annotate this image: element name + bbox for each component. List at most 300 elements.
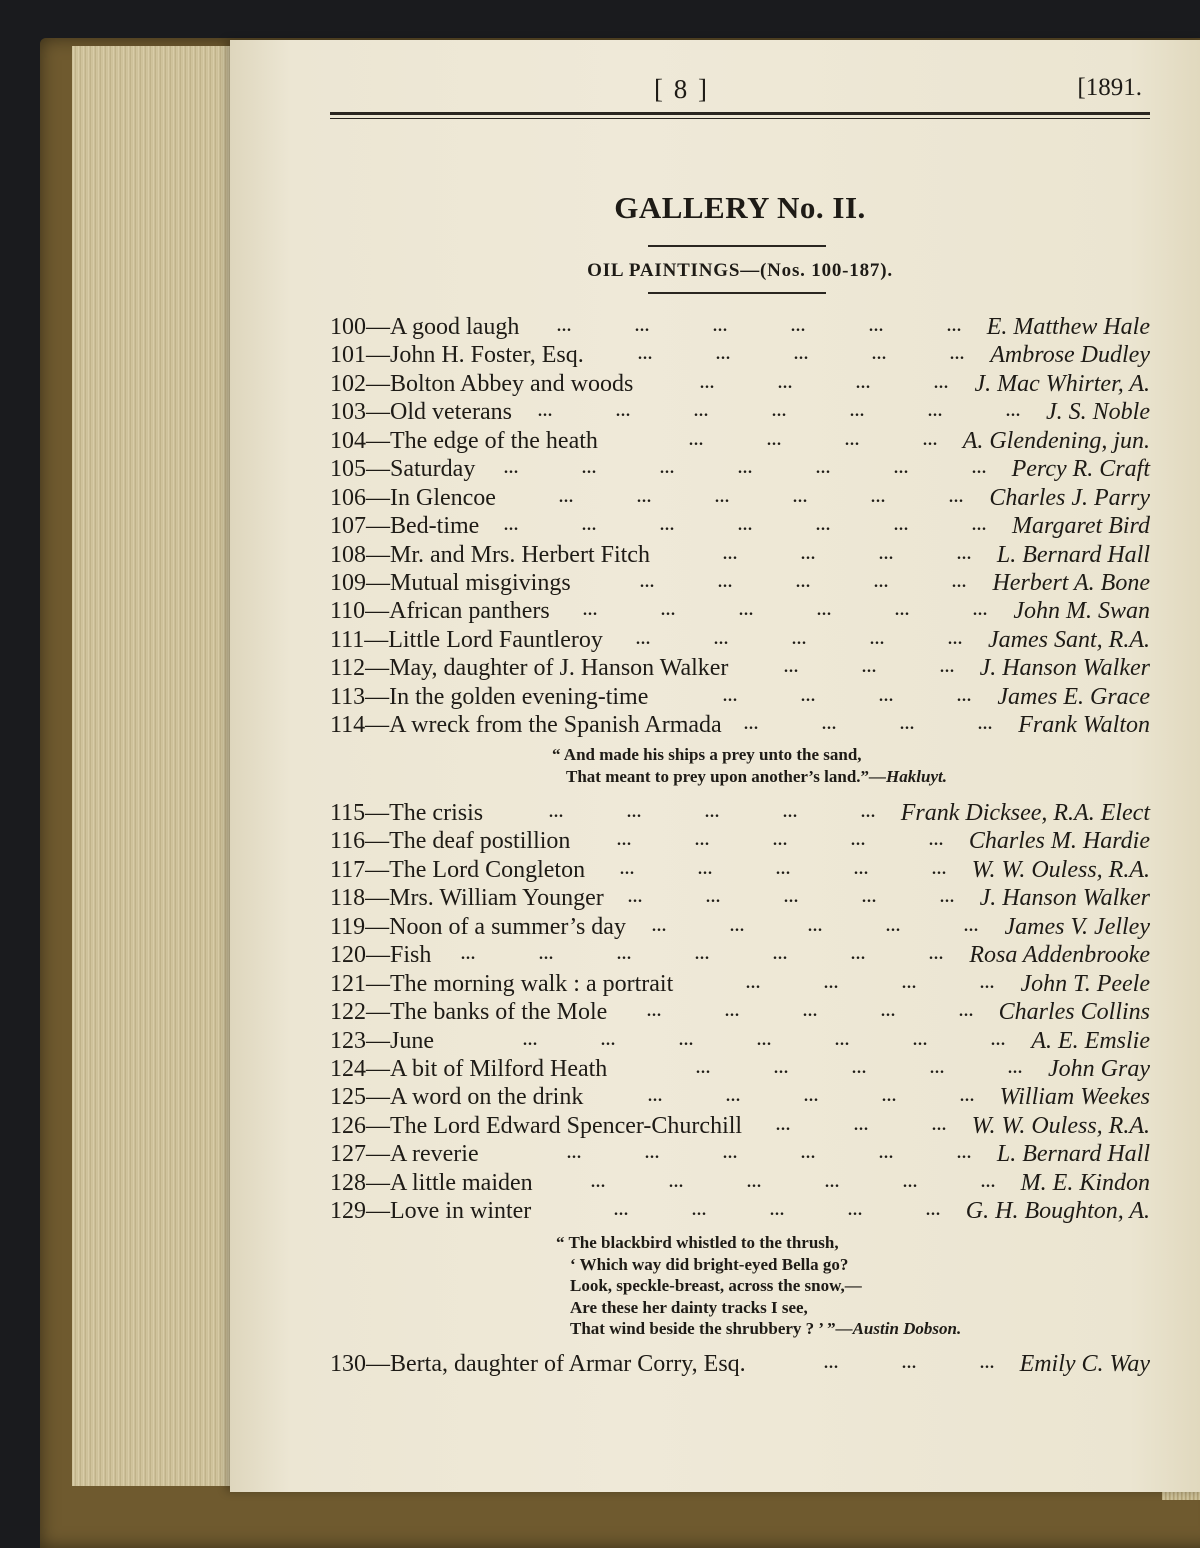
leader-dots: ... bbox=[822, 716, 837, 734]
leader-dots: ... bbox=[628, 889, 643, 907]
leader-dots: ... bbox=[660, 517, 675, 535]
leader-dots: ... bbox=[856, 374, 871, 392]
leader-dots: ... bbox=[801, 545, 816, 563]
entry-number: 116 bbox=[330, 828, 366, 855]
entry-number: 106 bbox=[330, 484, 366, 511]
quote-dobson bbox=[556, 1232, 961, 1340]
leader-dots: ... bbox=[1008, 1059, 1023, 1077]
leader-dots: ... bbox=[981, 1173, 996, 1191]
leader-dots: ... bbox=[980, 1355, 995, 1372]
entry-artist: Herbert A. Bone bbox=[992, 569, 1150, 596]
entry-number: 113 bbox=[330, 683, 366, 710]
entry-artist: W. W. Ouless, R.A. bbox=[971, 1112, 1150, 1139]
leader-dots: ... bbox=[716, 346, 731, 364]
entry-number: 124 bbox=[330, 1055, 366, 1082]
quote-text: “ And made his ships a prey unto the sand, bbox=[552, 745, 862, 764]
entry-dash: — bbox=[366, 541, 390, 568]
leader-dots: ... bbox=[461, 946, 476, 964]
leader-dots: ... bbox=[773, 832, 788, 850]
entry-title: May, daughter of J. Hanson Walker bbox=[389, 655, 729, 682]
leader-dots: ... bbox=[980, 974, 995, 992]
leader-dots: ... bbox=[879, 687, 894, 705]
entry-number: 126 bbox=[330, 1112, 366, 1139]
entry-number-title bbox=[330, 1140, 479, 1168]
leader-dots: ... bbox=[825, 1173, 840, 1191]
leader-dots: ... bbox=[794, 346, 809, 364]
catalogue-entry bbox=[330, 597, 1150, 625]
catalogue-entry bbox=[330, 1083, 1150, 1111]
entry-dash: — bbox=[365, 856, 390, 883]
entry-title: A reverie bbox=[390, 1141, 479, 1168]
entry-title: John H. Foster, Esq. bbox=[390, 342, 584, 369]
entry-artist: Charles J. Parry bbox=[989, 484, 1150, 511]
leader-dots: ... bbox=[948, 630, 963, 648]
quote-attribution: —Austin Dobson. bbox=[835, 1319, 962, 1338]
leader-dots: ... bbox=[894, 517, 909, 535]
catalogue-entry bbox=[330, 541, 1150, 569]
entry-dash: — bbox=[366, 1351, 390, 1377]
catalogue-entry bbox=[330, 512, 1150, 540]
leader-dots: ... bbox=[725, 1003, 740, 1021]
entry-number: 127 bbox=[330, 1141, 366, 1168]
entry-artist: John M. Swan bbox=[1013, 598, 1150, 625]
quote-line bbox=[552, 744, 947, 766]
entry-number: 117 bbox=[330, 856, 366, 883]
catalogue-entry bbox=[330, 1169, 1150, 1197]
entry-number-title bbox=[330, 799, 483, 827]
leader-dots: ... bbox=[870, 630, 885, 648]
entry-artist: Ambrose Dudley bbox=[990, 342, 1150, 369]
entry-number: 114 bbox=[330, 712, 366, 739]
entry-artist: William Weekes bbox=[999, 1084, 1150, 1111]
entry-number-title bbox=[330, 370, 633, 398]
running-header bbox=[330, 70, 1150, 110]
entry-number-title bbox=[330, 455, 475, 483]
entry-title: The morning walk : a portrait bbox=[390, 970, 674, 997]
entry-dash: — bbox=[366, 999, 390, 1026]
entry-artist: Charles Collins bbox=[998, 999, 1150, 1026]
entry-number-title bbox=[330, 341, 584, 369]
entry-number-title bbox=[330, 427, 598, 455]
header-rule bbox=[330, 112, 1150, 115]
entry-artist: James Sant, R.A. bbox=[988, 626, 1150, 653]
entry-number-title bbox=[330, 1197, 531, 1225]
leader-dots: ... bbox=[559, 488, 574, 506]
leader-dots: ... bbox=[929, 832, 944, 850]
entry-number-title bbox=[330, 541, 650, 569]
quote-line bbox=[556, 1297, 961, 1319]
quote-attribution: —Hakluyt. bbox=[869, 766, 947, 786]
leader-dots: ... bbox=[591, 1173, 606, 1191]
entry-number: 100 bbox=[330, 314, 366, 340]
leader-dots: ... bbox=[957, 545, 972, 563]
leader-dots: ... bbox=[718, 573, 733, 591]
leader-dots: ... bbox=[902, 1355, 917, 1372]
entry-title: A little maiden bbox=[390, 1169, 533, 1196]
page-edges bbox=[72, 46, 242, 1486]
leader-dots: ... bbox=[881, 1003, 896, 1021]
entry-number-title bbox=[330, 597, 550, 625]
gallery-title: GALLERY No. II. bbox=[614, 190, 866, 225]
entry-dash: — bbox=[366, 970, 390, 997]
leader-dots: ... bbox=[903, 1173, 918, 1191]
entry-number: 107 bbox=[330, 513, 366, 540]
leader-dots: ... bbox=[913, 1031, 928, 1049]
leader-dots: ... bbox=[940, 889, 955, 907]
leader-dots: ... bbox=[784, 889, 799, 907]
leader-dots: ... bbox=[940, 659, 955, 677]
entry-title: The deaf postillion bbox=[389, 828, 571, 855]
leader-dots: ... bbox=[698, 860, 713, 878]
leader-dots: ... bbox=[730, 917, 745, 935]
catalogue-entry bbox=[330, 484, 1150, 512]
leader-dots: ... bbox=[862, 659, 877, 677]
catalogue-entry bbox=[330, 569, 1150, 597]
leader-dots: ... bbox=[770, 1202, 785, 1220]
leader-dots: ... bbox=[504, 517, 519, 535]
entry-number: 111 bbox=[330, 626, 365, 653]
entry-title: A good laugh bbox=[390, 314, 520, 340]
entry-dash: — bbox=[366, 1141, 390, 1168]
entry-dash: — bbox=[365, 712, 390, 739]
quote-text: ‘ Which way did bright-eyed Bella go? bbox=[570, 1254, 849, 1274]
entry-number-title bbox=[330, 1350, 746, 1378]
quote-hakluyt bbox=[552, 744, 947, 787]
entry-title: A bit of Milford Heath bbox=[390, 1055, 608, 1082]
leader-dots: ... bbox=[835, 1031, 850, 1049]
catalogue-entry bbox=[330, 998, 1150, 1026]
leader-dots: ... bbox=[637, 488, 652, 506]
leader-dots: ... bbox=[932, 860, 947, 878]
entry-number-title bbox=[330, 1083, 583, 1111]
leader-dots: ... bbox=[854, 860, 869, 878]
entry-dash: — bbox=[366, 1169, 390, 1196]
leader-dots: ... bbox=[791, 318, 806, 335]
entry-number-title bbox=[330, 398, 512, 426]
entry-number: 119 bbox=[330, 913, 366, 940]
entry-dash: — bbox=[366, 513, 390, 540]
entry-artist: Frank Dicksee, R.A. Elect bbox=[900, 800, 1150, 826]
entry-title: Old veterans bbox=[390, 399, 512, 426]
leader-dots: ... bbox=[705, 804, 720, 821]
entry-number-title bbox=[330, 1169, 533, 1197]
entry-dash: — bbox=[366, 484, 390, 511]
entry-number: 109 bbox=[330, 569, 366, 596]
leader-dots: ... bbox=[801, 687, 816, 705]
leader-dots: ... bbox=[692, 1202, 707, 1220]
entry-dash: — bbox=[366, 314, 390, 340]
quote-text: That meant to prey upon another’s land.” bbox=[566, 766, 870, 786]
leader-dots: ... bbox=[792, 630, 807, 648]
leader-dots: ... bbox=[926, 1202, 941, 1220]
entry-title: In Glencoe bbox=[390, 484, 496, 511]
entry-number: 121 bbox=[330, 970, 366, 997]
leader-dots: ... bbox=[850, 403, 865, 421]
leader-dots: ... bbox=[767, 431, 782, 449]
entry-artist: John Gray bbox=[1048, 1055, 1150, 1082]
leader-dots: ... bbox=[616, 403, 631, 421]
leader-dots: ... bbox=[824, 974, 839, 992]
leader-dots: ... bbox=[744, 716, 759, 734]
leader-dots: ... bbox=[957, 687, 972, 705]
entry-title: Mrs. William Younger bbox=[389, 885, 604, 912]
entry-number: 105 bbox=[330, 456, 366, 483]
leader-dots: ... bbox=[696, 1059, 711, 1077]
leader-dots: ... bbox=[635, 318, 650, 335]
catalogue-entry bbox=[330, 1140, 1150, 1168]
entry-number-title bbox=[330, 654, 728, 682]
entry-number: 118 bbox=[330, 885, 366, 912]
leader-dots: ... bbox=[862, 889, 877, 907]
entry-number-title bbox=[330, 884, 604, 912]
leader-dots: ... bbox=[723, 1145, 738, 1163]
leader-dots: ... bbox=[617, 946, 632, 964]
entry-dash: — bbox=[366, 342, 390, 369]
leader-dots: ... bbox=[803, 1003, 818, 1021]
leader-dots: ... bbox=[934, 374, 949, 392]
entry-dash: — bbox=[365, 828, 390, 855]
leader-dots: ... bbox=[549, 804, 564, 821]
section-subtitle: OIL PAINTINGS—(Nos. 100-187). bbox=[587, 260, 893, 281]
entry-number-title bbox=[330, 711, 722, 739]
entry-number-title bbox=[330, 941, 431, 969]
entry-number: 122 bbox=[330, 999, 366, 1026]
entry-number: 110 bbox=[330, 598, 366, 625]
entry-title: Noon of a summer’s day bbox=[389, 913, 626, 940]
entry-number: 103 bbox=[330, 399, 366, 426]
leader-dots: ... bbox=[778, 374, 793, 392]
entry-artist: E. Matthew Hale bbox=[986, 314, 1150, 340]
entry-title: Mutual misgivings bbox=[390, 569, 571, 596]
catalogue-list-a bbox=[330, 313, 1150, 740]
catalogue-entry bbox=[330, 455, 1150, 483]
entry-number: 112 bbox=[330, 655, 366, 682]
leader-dots: ... bbox=[972, 517, 987, 535]
entry-number: 128 bbox=[330, 1169, 366, 1196]
entry-number-title bbox=[330, 313, 519, 341]
leader-dots: ... bbox=[886, 917, 901, 935]
leader-dots: ... bbox=[960, 1088, 975, 1106]
leader-dots: ... bbox=[723, 545, 738, 563]
entry-dash: — bbox=[365, 683, 390, 710]
entry-artist: A. E. Emslie bbox=[1031, 1027, 1150, 1054]
entry-dash: — bbox=[366, 1084, 390, 1111]
leader-dots: ... bbox=[874, 573, 889, 591]
entry-dash: — bbox=[366, 942, 390, 969]
entry-dash: — bbox=[366, 1055, 390, 1082]
entry-number: 102 bbox=[330, 370, 366, 397]
leader-dots: ... bbox=[845, 431, 860, 449]
leader-dots: ... bbox=[776, 1116, 791, 1134]
leader-dots: ... bbox=[601, 1031, 616, 1049]
catalogue-entry bbox=[330, 1055, 1150, 1083]
header-rule-thin bbox=[330, 118, 1150, 119]
leader-dots: ... bbox=[660, 460, 675, 478]
catalogue-entry bbox=[330, 970, 1150, 998]
leader-dots: ... bbox=[714, 630, 729, 648]
leader-dots: ... bbox=[647, 1003, 662, 1021]
entry-number: 120 bbox=[330, 942, 366, 969]
leader-dots: ... bbox=[620, 860, 635, 878]
catalogue-entry bbox=[330, 1350, 1150, 1378]
leader-dots: ... bbox=[582, 460, 597, 478]
quote-line bbox=[556, 1275, 961, 1297]
leader-dots: ... bbox=[746, 974, 761, 992]
year-label: [1891. bbox=[1077, 74, 1142, 101]
leader-dots: ... bbox=[930, 1059, 945, 1077]
entry-artist: L. Bernard Hall bbox=[996, 1141, 1150, 1168]
entry-artist: James E. Grace bbox=[997, 683, 1150, 710]
entry-number-title bbox=[330, 683, 648, 711]
leader-dots: ... bbox=[871, 488, 886, 506]
leader-dots: ... bbox=[872, 346, 887, 364]
leader-dots: ... bbox=[738, 517, 753, 535]
leader-dots: ... bbox=[957, 1145, 972, 1163]
quote-line bbox=[556, 1232, 961, 1254]
entry-dash: — bbox=[365, 800, 390, 826]
entry-number-title bbox=[330, 856, 585, 884]
leader-dots: ... bbox=[636, 630, 651, 648]
entry-number-title bbox=[330, 484, 496, 512]
entry-title: The edge of the heath bbox=[390, 427, 598, 454]
quote-text: That wind beside the shrubbery ? ’ ” bbox=[570, 1319, 836, 1338]
entry-number-title bbox=[330, 1027, 434, 1055]
leader-dots: ... bbox=[557, 318, 572, 335]
catalogue-entry bbox=[330, 370, 1150, 398]
entry-title: A word on the drink bbox=[390, 1084, 584, 1111]
leader-dots: ... bbox=[861, 804, 876, 821]
leader-dots: ... bbox=[784, 659, 799, 677]
entry-artist: Rosa Addenbrooke bbox=[969, 942, 1150, 969]
catalogue-entry bbox=[330, 683, 1150, 711]
entry-title: June bbox=[390, 1027, 434, 1054]
entry-number-title bbox=[330, 827, 570, 855]
leader-dots: ... bbox=[713, 318, 728, 335]
leader-dots: ... bbox=[900, 716, 915, 734]
leader-dots: ... bbox=[801, 1145, 816, 1163]
entry-title: Mr. and Mrs. Herbert Fitch bbox=[390, 541, 650, 568]
leader-dots: ... bbox=[964, 917, 979, 935]
entry-dash: — bbox=[366, 1198, 390, 1225]
entry-number: 108 bbox=[330, 541, 366, 568]
leader-dots: ... bbox=[648, 1088, 663, 1106]
leader-dots: ... bbox=[523, 1031, 538, 1049]
leader-dots: ... bbox=[959, 1003, 974, 1021]
entry-dash: — bbox=[365, 655, 390, 682]
entry-number: 129 bbox=[330, 1198, 366, 1225]
leader-dots: ... bbox=[854, 1116, 869, 1134]
leader-dots: ... bbox=[694, 403, 709, 421]
entry-title: Love in winter bbox=[390, 1198, 532, 1225]
catalogue-entry bbox=[330, 427, 1150, 455]
leader-dots: ... bbox=[652, 917, 667, 935]
entry-dash: — bbox=[366, 456, 390, 483]
leader-dots: ... bbox=[852, 1059, 867, 1077]
entry-dash: — bbox=[366, 370, 390, 397]
catalogue-entry bbox=[330, 398, 1150, 426]
leader-dots: ... bbox=[645, 1145, 660, 1163]
quote-line bbox=[556, 1318, 961, 1340]
entry-number-title bbox=[330, 569, 571, 597]
catalogue-list-b bbox=[330, 799, 1150, 1226]
leader-dots: ... bbox=[978, 716, 993, 734]
leader-dots: ... bbox=[952, 573, 967, 591]
entry-dash: — bbox=[366, 399, 390, 426]
entry-title: Little Lord Fauntleroy bbox=[388, 626, 603, 653]
leader-dots: ... bbox=[689, 431, 704, 449]
leader-dots: ... bbox=[757, 1031, 772, 1049]
entry-dash: — bbox=[366, 427, 390, 454]
entry-artist: J. Mac Whirter, A. bbox=[974, 370, 1150, 397]
leader-dots: ... bbox=[723, 687, 738, 705]
leader-dots: ... bbox=[816, 517, 831, 535]
catalogue-entry bbox=[330, 799, 1150, 827]
quote-text: Are these her dainty tracks I see, bbox=[570, 1297, 808, 1317]
entry-title: The Lord Congleton bbox=[389, 856, 586, 883]
entry-artist: M. E. Kindon bbox=[1020, 1169, 1150, 1196]
leader-dots: ... bbox=[949, 488, 964, 506]
entry-dash: — bbox=[365, 598, 390, 625]
entry-artist: W. W. Ouless, R.A. bbox=[971, 856, 1150, 883]
catalogue-entry bbox=[330, 856, 1150, 884]
quote-text: Look, speckle-breast, across the snow,— bbox=[570, 1276, 862, 1295]
catalogue-entry bbox=[330, 884, 1150, 912]
entry-title: A wreck from the Spanish Armada bbox=[389, 712, 722, 739]
entry-title: Berta, daughter of Armar Corry, Esq. bbox=[390, 1351, 746, 1377]
entry-artist: G. H. Boughton, A. bbox=[965, 1198, 1150, 1225]
entry-dash: — bbox=[365, 885, 390, 912]
leader-dots: ... bbox=[783, 804, 798, 821]
leader-dots: ... bbox=[539, 946, 554, 964]
leader-dots: ... bbox=[879, 1145, 894, 1163]
entry-title: In the golden evening-time bbox=[389, 683, 649, 710]
leader-dots: ... bbox=[869, 318, 884, 335]
leader-dots: ... bbox=[851, 832, 866, 850]
entry-number-title bbox=[330, 1055, 607, 1083]
entry-title: The Lord Edward Spencer-Churchill bbox=[390, 1112, 743, 1139]
entry-artist: Percy R. Craft bbox=[1011, 456, 1150, 483]
entry-title: The banks of the Mole bbox=[390, 999, 608, 1026]
catalogue-list-c bbox=[330, 1350, 1150, 1378]
leader-dots: ... bbox=[895, 602, 910, 620]
leader-dots: ... bbox=[679, 1031, 694, 1049]
entry-title: Saturday bbox=[390, 456, 476, 483]
page-number: [ 8 ] bbox=[654, 74, 709, 104]
leader-dots: ... bbox=[991, 1031, 1006, 1049]
leader-dots: ... bbox=[929, 946, 944, 964]
leader-dots: ... bbox=[706, 889, 721, 907]
leader-dots: ... bbox=[617, 832, 632, 850]
entry-dash: — bbox=[366, 1027, 390, 1054]
catalogue-entry bbox=[330, 941, 1150, 969]
leader-dots: ... bbox=[804, 1088, 819, 1106]
leader-dots: ... bbox=[695, 946, 710, 964]
entry-number-title bbox=[330, 1112, 742, 1140]
leader-dots: ... bbox=[747, 1173, 762, 1191]
leader-dots: ... bbox=[638, 346, 653, 364]
catalogue-entry bbox=[330, 1112, 1150, 1140]
leader-dots: ... bbox=[640, 573, 655, 591]
leader-dots: ... bbox=[902, 974, 917, 992]
entry-dash: — bbox=[366, 569, 390, 596]
leader-dots: ... bbox=[972, 460, 987, 478]
entry-artist: Margaret Bird bbox=[1012, 513, 1150, 540]
leader-dots: ... bbox=[582, 517, 597, 535]
entry-number: 101 bbox=[330, 342, 366, 369]
leader-dots: ... bbox=[848, 1202, 863, 1220]
leader-dots: ... bbox=[695, 832, 710, 850]
catalogue-entry bbox=[330, 626, 1150, 654]
